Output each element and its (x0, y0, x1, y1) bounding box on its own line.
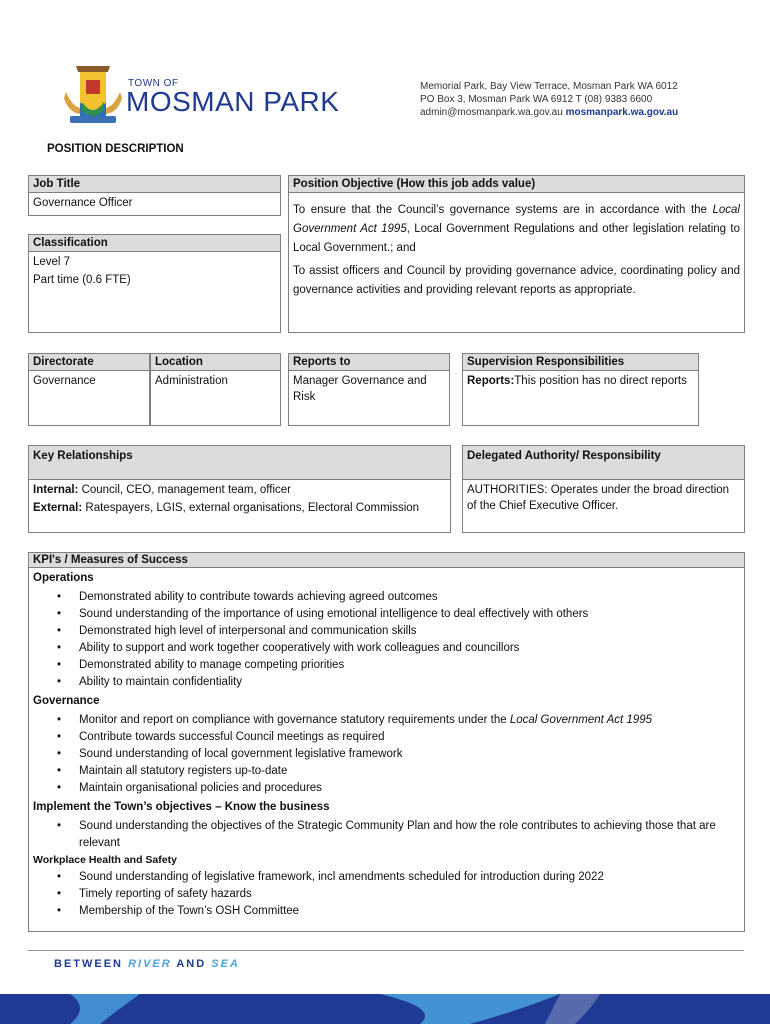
logo-town-of: TOWN OF (128, 78, 179, 89)
reports-to-label: Reports to (289, 354, 449, 371)
list-item: • Timely reporting of safety hazards (79, 886, 744, 903)
list-item: • Maintain organisational policies and procedures (79, 780, 744, 797)
relationships-external: External: Ratespayers, LGIS, external organisations, Electoral Commission (33, 502, 420, 514)
list-item: • Ability to support and work together cooperatively with work colleagues and councillors (79, 640, 744, 657)
objective-paragraph-2: To assist officers and Council by providing governance advice, coordinating policy and governance activities and providing relevant reports as appropriate. (293, 265, 740, 296)
website-link[interactable]: mosmanpark.wa.gov.au (565, 107, 679, 118)
classification-level: Level 7 (33, 256, 71, 268)
objectives-heading: Implement the Town’s objectives – Know the business (33, 801, 330, 813)
classification-hours: Part time (0.6 FTE) (33, 274, 131, 286)
job-title-label: Job Title (29, 176, 280, 193)
delegated-authority-label: Delegated Authority/ Responsibility (463, 446, 744, 480)
footer-tagline: BETWEEN RIVER AND SEA (54, 958, 240, 970)
list-item: • Contribute towards successful Council meetings as required (79, 729, 744, 746)
address-line-2: PO Box 3, Mosman Park WA 6912 T (08) 9383 6600 (420, 94, 653, 105)
logo-town-name: MOSMAN PARK (126, 86, 340, 117)
delegated-authority-value: AUTHORITIES: Operates under the broad direction of the Chief Executive Officer. (467, 484, 730, 512)
footer-wave-graphic (0, 994, 770, 1024)
relationships-internal: Internal: Council, CEO, management team, officer (33, 484, 292, 496)
whs-heading: Workplace Health and Safety (33, 854, 177, 866)
location-value: Administration (155, 375, 228, 387)
governance-heading: Governance (33, 695, 100, 707)
act-reference: Local Government Act 1995 (293, 204, 740, 235)
directorate-box (28, 353, 150, 426)
governance-list-rest (29, 729, 744, 797)
governance-list (29, 712, 744, 729)
classification-box (28, 234, 281, 333)
page-title: POSITION DESCRIPTION (47, 143, 184, 155)
objectives-list (29, 818, 744, 852)
kpi-box (28, 552, 745, 932)
directorate-value: Governance (33, 375, 96, 387)
supervision-label: Supervision Responsibilities (463, 354, 698, 371)
list-item: • Demonstrated high level of interpersonal and communication skills (79, 623, 744, 640)
list-item: • Sound understanding of legislative framework, incl amendments scheduled for introduction during 2022 (79, 869, 744, 886)
kpi-label: KPI's / Measures of Success (29, 553, 744, 568)
list-item: • Monitor and report on compliance with governance statutory requirements under the Local Government Act 1995 (79, 712, 744, 729)
supervision-box (462, 353, 699, 426)
operations-list (29, 589, 744, 691)
directorate-label: Directorate (29, 354, 149, 371)
delegated-authority-box (462, 445, 745, 533)
list-item: • Ability to maintain confidentiality (79, 674, 744, 691)
position-objective-box (288, 175, 745, 333)
location-label: Location (151, 354, 280, 371)
key-relationships-box (28, 445, 451, 533)
list-item: • Demonstrated ability to manage competing priorities (79, 657, 744, 674)
objective-label: Position Objective (How this job adds value) (289, 176, 744, 193)
list-item: • Demonstrated ability to contribute towards achieving agreed outcomes (79, 589, 744, 606)
email-link[interactable]: admin@mosmanpark.wa.gov.au (420, 107, 563, 118)
location-box (150, 353, 281, 426)
classification-label: Classification (29, 235, 280, 252)
objective-paragraph-1: To ensure that the Council’s governance systems are in accordance with the Local Government Act 1995, Local Government Regulations and other legislation relating to Local Government.; and (293, 204, 740, 254)
footer-divider (28, 950, 744, 951)
list-item: • Sound understanding of the importance of using emotional intelligence to deal effectively with others (79, 606, 744, 623)
key-relationships-label: Key Relationships (29, 446, 450, 480)
reports-to-box (288, 353, 450, 426)
town-crest-logo (62, 62, 124, 128)
contact-address (420, 80, 678, 119)
list-item: • Maintain all statutory registers up-to-date (79, 763, 744, 780)
job-title-value: Governance Officer (33, 197, 133, 209)
job-title-box (28, 175, 281, 216)
operations-heading: Operations (33, 572, 94, 584)
supervision-value: Reports:This position has no direct reports (467, 375, 687, 387)
address-line-1: Memorial Park, Bay View Terrace, Mosman Park WA 6012 (420, 81, 678, 92)
list-item: • Sound understanding the objectives of the Strategic Community Plan and how the role contributes to achieving those that are relevant (79, 818, 724, 852)
list-item: • Sound understanding of local government legislative framework (79, 746, 744, 763)
reports-to-value: Manager Governance and Risk (293, 375, 427, 403)
whs-list (29, 869, 744, 920)
list-item: • Membership of the Town’s OSH Committee (79, 903, 744, 920)
